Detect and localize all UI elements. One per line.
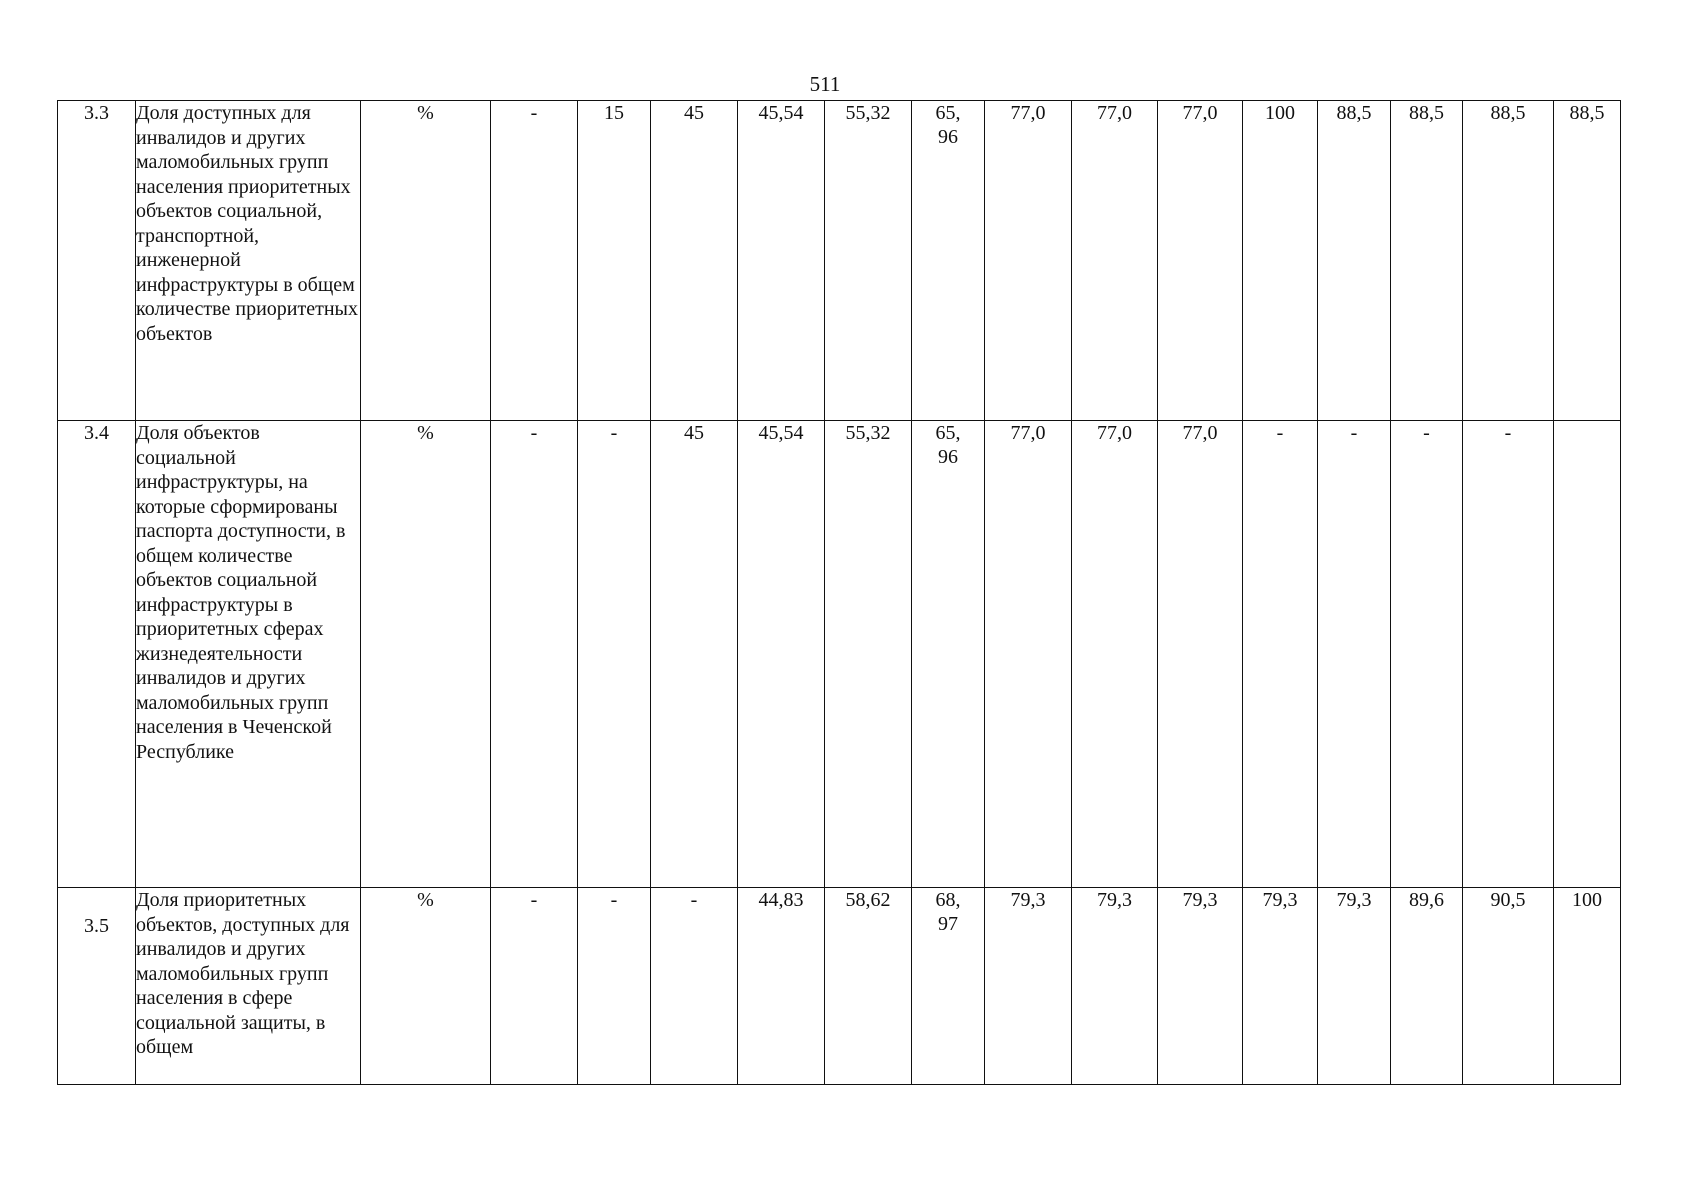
value-cell: 88,5 [1463,101,1554,421]
unit-cell: % [361,101,491,421]
row-number-cell: 3.4 [58,421,136,888]
value-text: 68,97 [935,889,961,935]
row-number-cell: 3.5 [58,888,136,1085]
value-cell: 79,3 [1243,888,1318,1085]
value-cell: 55,32 [825,101,912,421]
value-cell: 79,3 [1318,888,1391,1085]
value-text: 65,96 [935,102,961,148]
unit-cell: % [361,888,491,1085]
value-cell: - [491,421,578,888]
value-text: 65,96 [935,422,961,468]
value-cell: 88,5 [1391,101,1463,421]
value-cell [912,421,985,888]
value-cell: 77,0 [985,421,1072,888]
target-value-cell: 100 [1554,888,1621,1085]
value-cell [912,888,985,1085]
value-cell: 77,0 [1158,101,1243,421]
page-number: 511 [809,72,841,96]
value-cell: - [1243,421,1318,888]
value-cell: 79,3 [1072,888,1158,1085]
value-cell [912,101,985,421]
indicator-name-cell: Доля приоритетных объектов, доступных для инвалидов и других маломобильных групп населения в сфере социальной защиты, в общем [136,888,361,1085]
value-cell: - [578,888,651,1085]
value-cell: 45,54 [738,101,825,421]
value-cell: 58,62 [825,888,912,1085]
value-cell: 77,0 [1158,421,1243,888]
value-cell: 44,83 [738,888,825,1085]
value-cell: - [1391,421,1463,888]
value-cell: 100 [1243,101,1318,421]
value-cell: 77,0 [1072,101,1158,421]
table-row [58,888,1621,1085]
value-cell: 77,0 [1072,421,1158,888]
value-cell: 89,6 [1391,888,1463,1085]
value-cell: 90,5 [1463,888,1554,1085]
value-cell: - [651,888,738,1085]
value-cell: - [578,421,651,888]
table-row [58,421,1621,888]
value-cell: 45 [651,101,738,421]
value-cell: - [1318,421,1391,888]
value-cell: 45 [651,421,738,888]
unit-cell: % [361,421,491,888]
value-cell: 45,54 [738,421,825,888]
target-value-cell [1554,421,1621,888]
value-cell: 79,3 [985,888,1072,1085]
value-cell: - [491,888,578,1085]
indicators-table [57,100,1621,1085]
value-cell: 55,32 [825,421,912,888]
value-cell: 88,5 [1318,101,1391,421]
indicator-name-cell: Доля доступных для инвалидов и других маломобильных групп населения приоритетных объектов социальной, транспортной, инженерной инфраструктуры в общем количестве приоритетных объектов [136,101,361,421]
target-value-cell: 88,5 [1554,101,1621,421]
value-cell: 79,3 [1158,888,1243,1085]
indicator-name-cell: Доля объектов социальной инфраструктуры, на которые сформированы паспорта доступности, в общем количестве объектов социальной инфраструктуры в приоритетных сферах жизнедеятельности инвалидов и других маломобильных групп населения в Чеченской Республике [136,421,361,888]
row-number-cell: 3.3 [58,101,136,421]
value-cell: - [491,101,578,421]
value-cell: 15 [578,101,651,421]
value-cell: 77,0 [985,101,1072,421]
table-row [58,101,1621,421]
value-cell: - [1463,421,1554,888]
